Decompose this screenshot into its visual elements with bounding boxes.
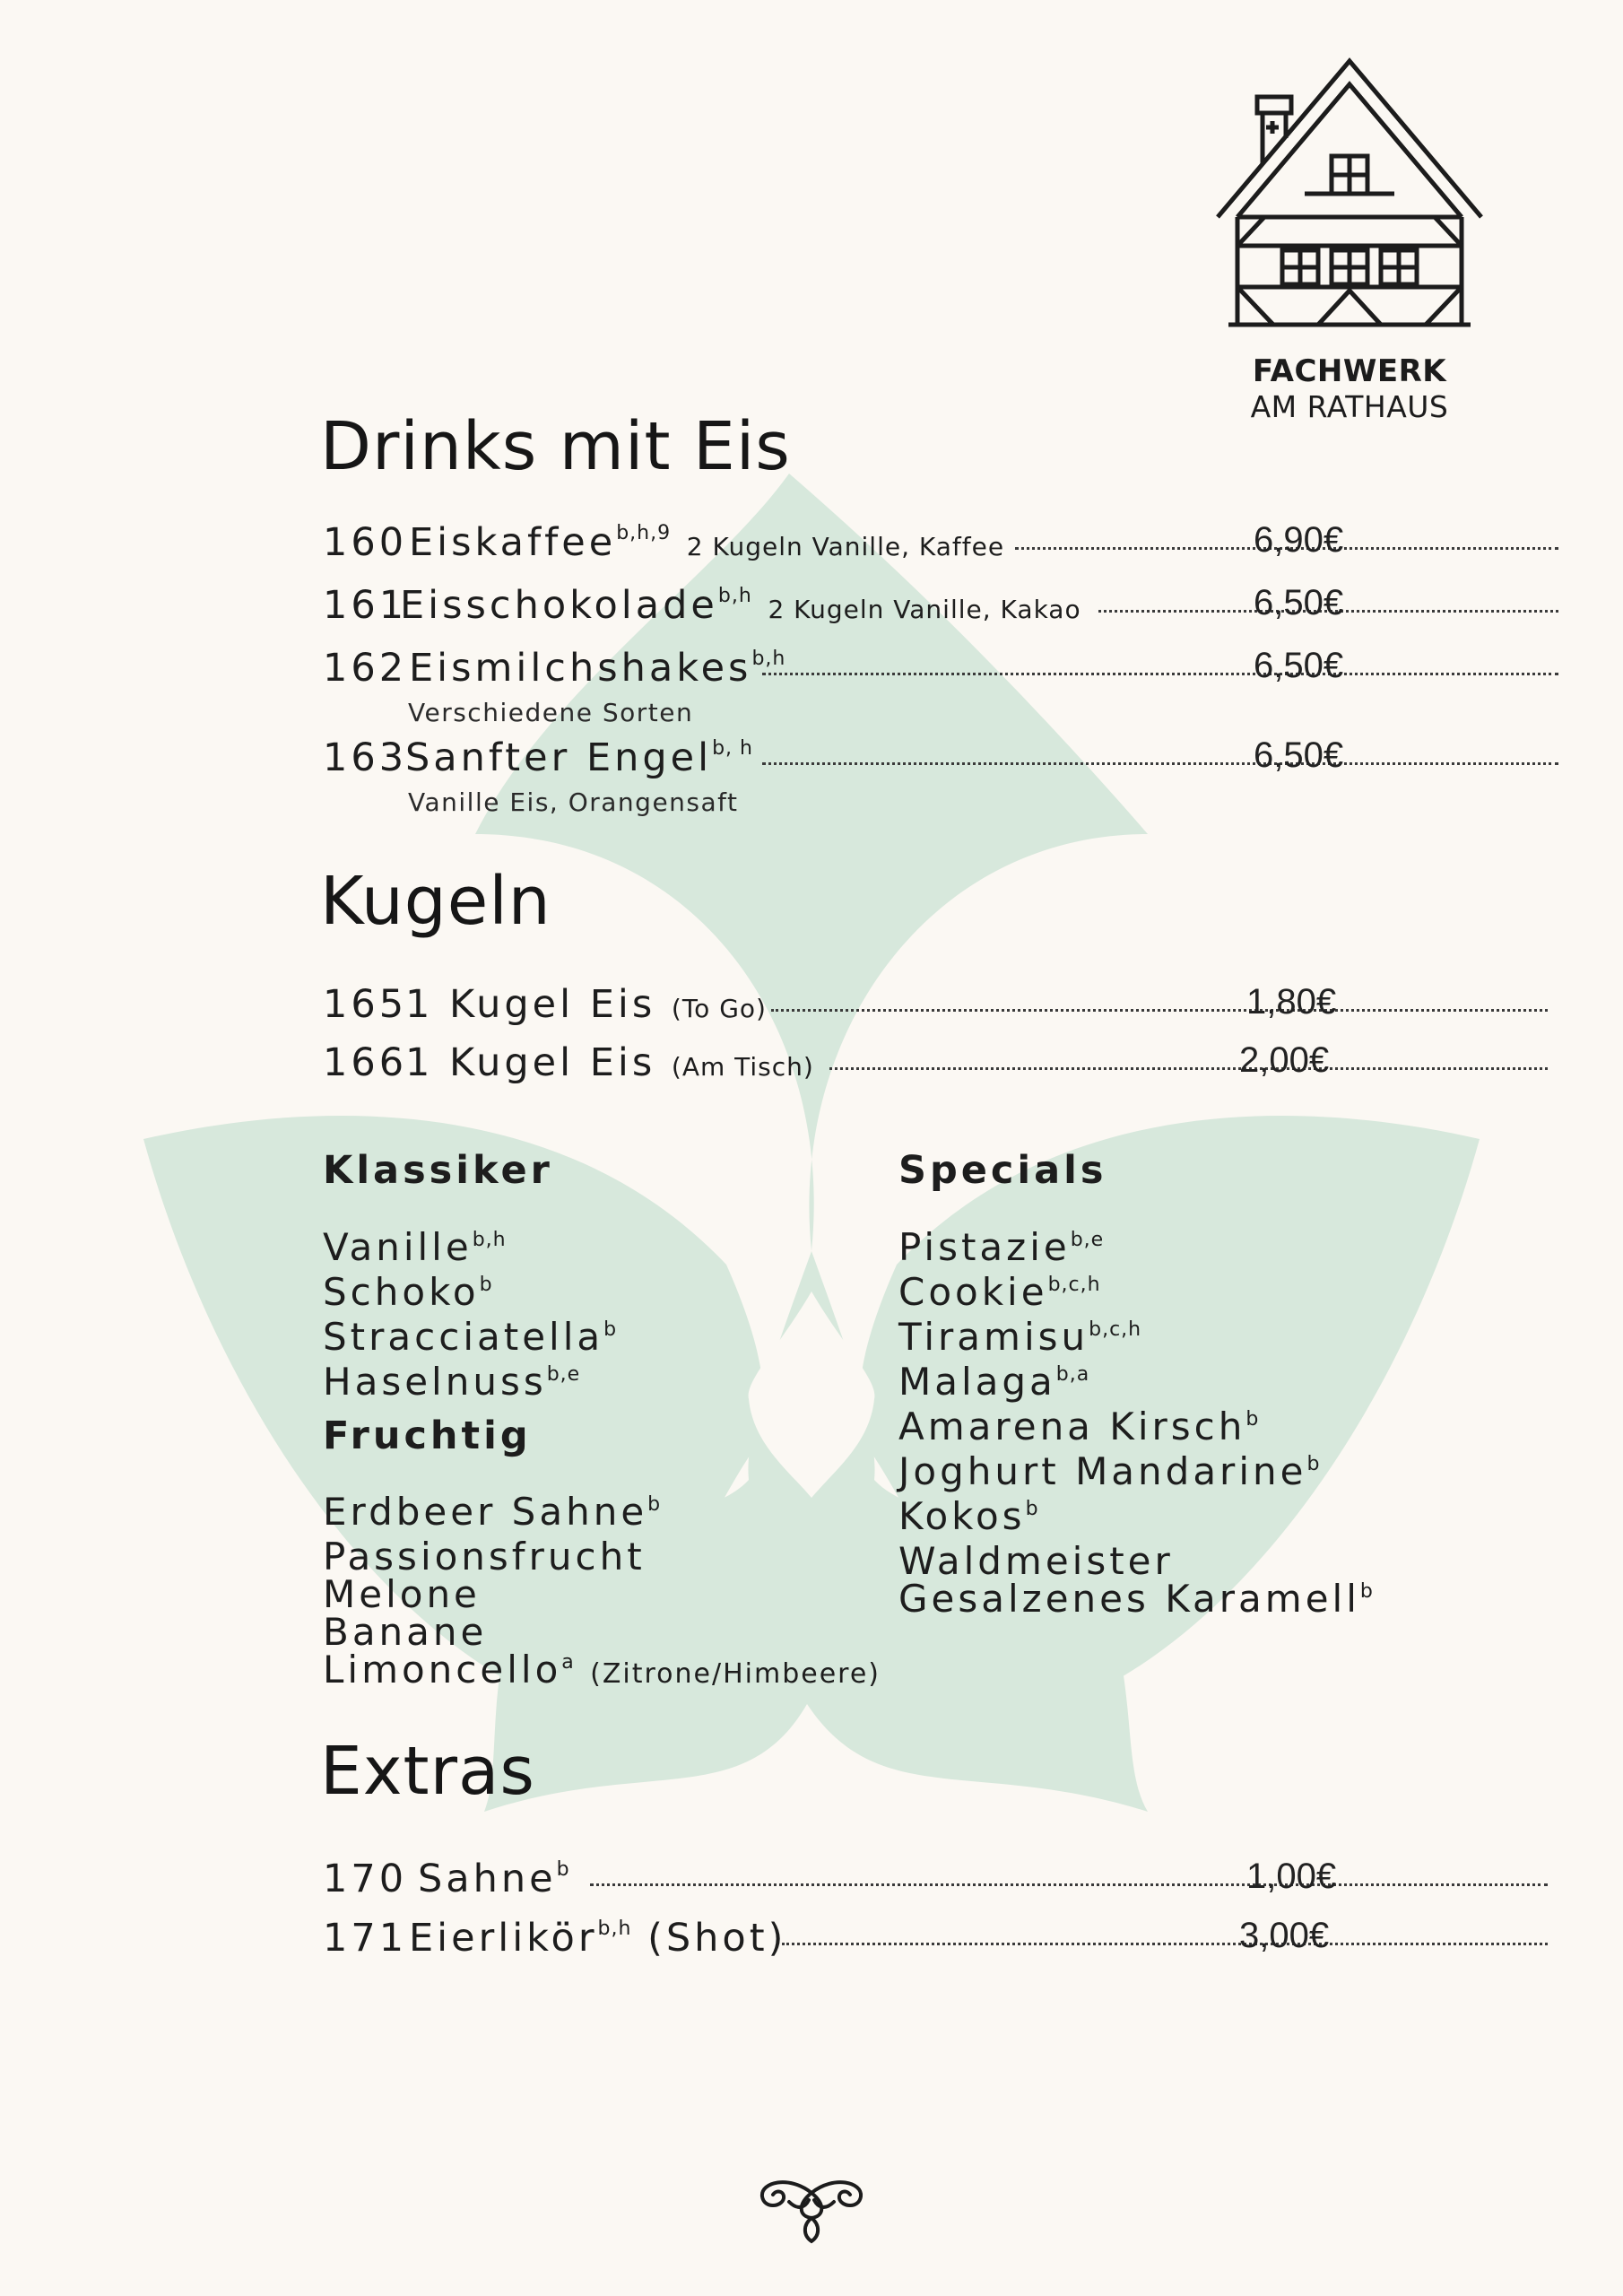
item-name: 1 Kugel Eis (Am Tisch) <box>405 1040 814 1085</box>
flavor-group-title-fruchtig: Fruchtig <box>323 1413 532 1458</box>
item-subdescription: Vanille Eis, Orangensaft <box>408 787 739 817</box>
flavor-note: (Zitrone/Himbeere) <box>590 1658 881 1690</box>
brand-subtitle: AM RATHAUS <box>1250 389 1449 424</box>
item-description: 2 Kugeln Vanille, Kakao <box>768 595 1081 624</box>
item-number: 170 <box>323 1857 408 1901</box>
item-note: (Am Tisch) <box>671 1052 814 1082</box>
section-title-extras: Extras <box>320 1733 535 1810</box>
item-name: Eisschokolade$^{b,h}$ 2 Kugeln Vanille, Kakao <box>400 583 1081 628</box>
section-title-drinks: Drinks mit Eis <box>320 408 791 485</box>
brand-name: FACHWERK <box>1252 353 1447 389</box>
section-title-kugeln: Kugeln <box>320 863 551 940</box>
item-number: 166 <box>323 1040 408 1085</box>
dot-leader <box>762 762 1558 765</box>
flavor-list-fruchtig <box>323 1490 881 1696</box>
item-number: 161 <box>323 583 408 628</box>
flavor-list-specials <box>898 1225 1374 1625</box>
flavor-item: Gesalzenes Karamell$^b$ <box>898 1577 1374 1621</box>
flavor-item: Limoncello$^a$ (Zitrone/Himbeere) <box>323 1648 881 1692</box>
flavor-item: Banane <box>323 1610 488 1654</box>
flavor-item: Schoko$^b$ <box>323 1270 493 1314</box>
dot-leader <box>771 1009 1548 1012</box>
item-number: 165 <box>323 982 408 1027</box>
flavor-item: Cookie$^{b,c,h}$ <box>898 1270 1101 1314</box>
dot-leader <box>590 1883 1548 1886</box>
dot-leader <box>829 1067 1548 1070</box>
item-description: 2 Kugeln Vanille, Kaffee <box>686 532 1005 561</box>
flavor-item: Haselnuss$^{b,e}$ <box>323 1360 581 1404</box>
flavor-item: Vanille$^{b,h}$ <box>323 1225 507 1269</box>
item-number: 162 <box>323 646 408 691</box>
item-name: Eierlikör$^{b,h}$ (Shot) <box>409 1916 787 1961</box>
item-price: 1,00€ <box>1246 1857 1337 1896</box>
flavor-item: Joghurt Mandarine$^b$ <box>898 1449 1321 1493</box>
item-price: 1,80€ <box>1246 982 1337 1022</box>
flavor-item: Waldmeister <box>898 1539 1174 1583</box>
item-number: 160 <box>323 520 408 565</box>
item-price: 2,00€ <box>1239 1040 1330 1080</box>
flavor-item: Tiramisu$^{b,c,h}$ <box>898 1315 1142 1359</box>
flavor-item: Kokos$^b$ <box>898 1494 1039 1538</box>
item-name: Sahne$^b$ <box>418 1857 570 1901</box>
flavor-item: Amarena Kirsch$^b$ <box>898 1405 1260 1448</box>
flavor-item: Erdbeer Sahne$^b$ <box>323 1490 662 1534</box>
dot-leader <box>782 1943 1548 1945</box>
flavor-group-title-specials: Specials <box>898 1148 1107 1193</box>
flavor-item: Stracciatella$^b$ <box>323 1315 618 1359</box>
flavor-item: Malaga$^{b,a}$ <box>898 1360 1090 1404</box>
dot-leader <box>762 673 1558 675</box>
item-price: 6,50€ <box>1254 583 1344 622</box>
timber-frame-house-icon <box>1211 56 1488 343</box>
item-price: 6,90€ <box>1254 520 1344 560</box>
item-note: (To Go) <box>671 994 767 1023</box>
flavor-item: Melone <box>323 1572 481 1616</box>
item-price: 6,50€ <box>1254 735 1344 775</box>
flavor-group-title-klassiker: Klassiker <box>323 1148 553 1193</box>
item-name: Eismilchshakes$^{b,h}$ <box>409 646 786 691</box>
item-price: 6,50€ <box>1254 646 1344 685</box>
flavor-item: Pistazie$^{b,e}$ <box>898 1225 1105 1269</box>
item-name: 1 Kugel Eis (To Go) <box>405 982 767 1027</box>
flavor-item: Passionsfrucht <box>323 1535 646 1578</box>
item-number: 171 <box>323 1916 408 1961</box>
item-subdescription: Verschiedene Sorten <box>408 698 694 727</box>
flourish-ornament-icon <box>753 2166 870 2247</box>
flavor-list-klassiker <box>323 1225 618 1408</box>
brand-logo <box>1211 56 1488 432</box>
item-price: 3,00€ <box>1239 1916 1330 1955</box>
item-number: 163 <box>323 735 408 780</box>
item-name: Eiskaffee$^{b,h,9}$ 2 Kugeln Vanille, Kaffee <box>409 520 1005 565</box>
item-name: Sanfter Engel$^{b, h}$ <box>405 735 753 780</box>
